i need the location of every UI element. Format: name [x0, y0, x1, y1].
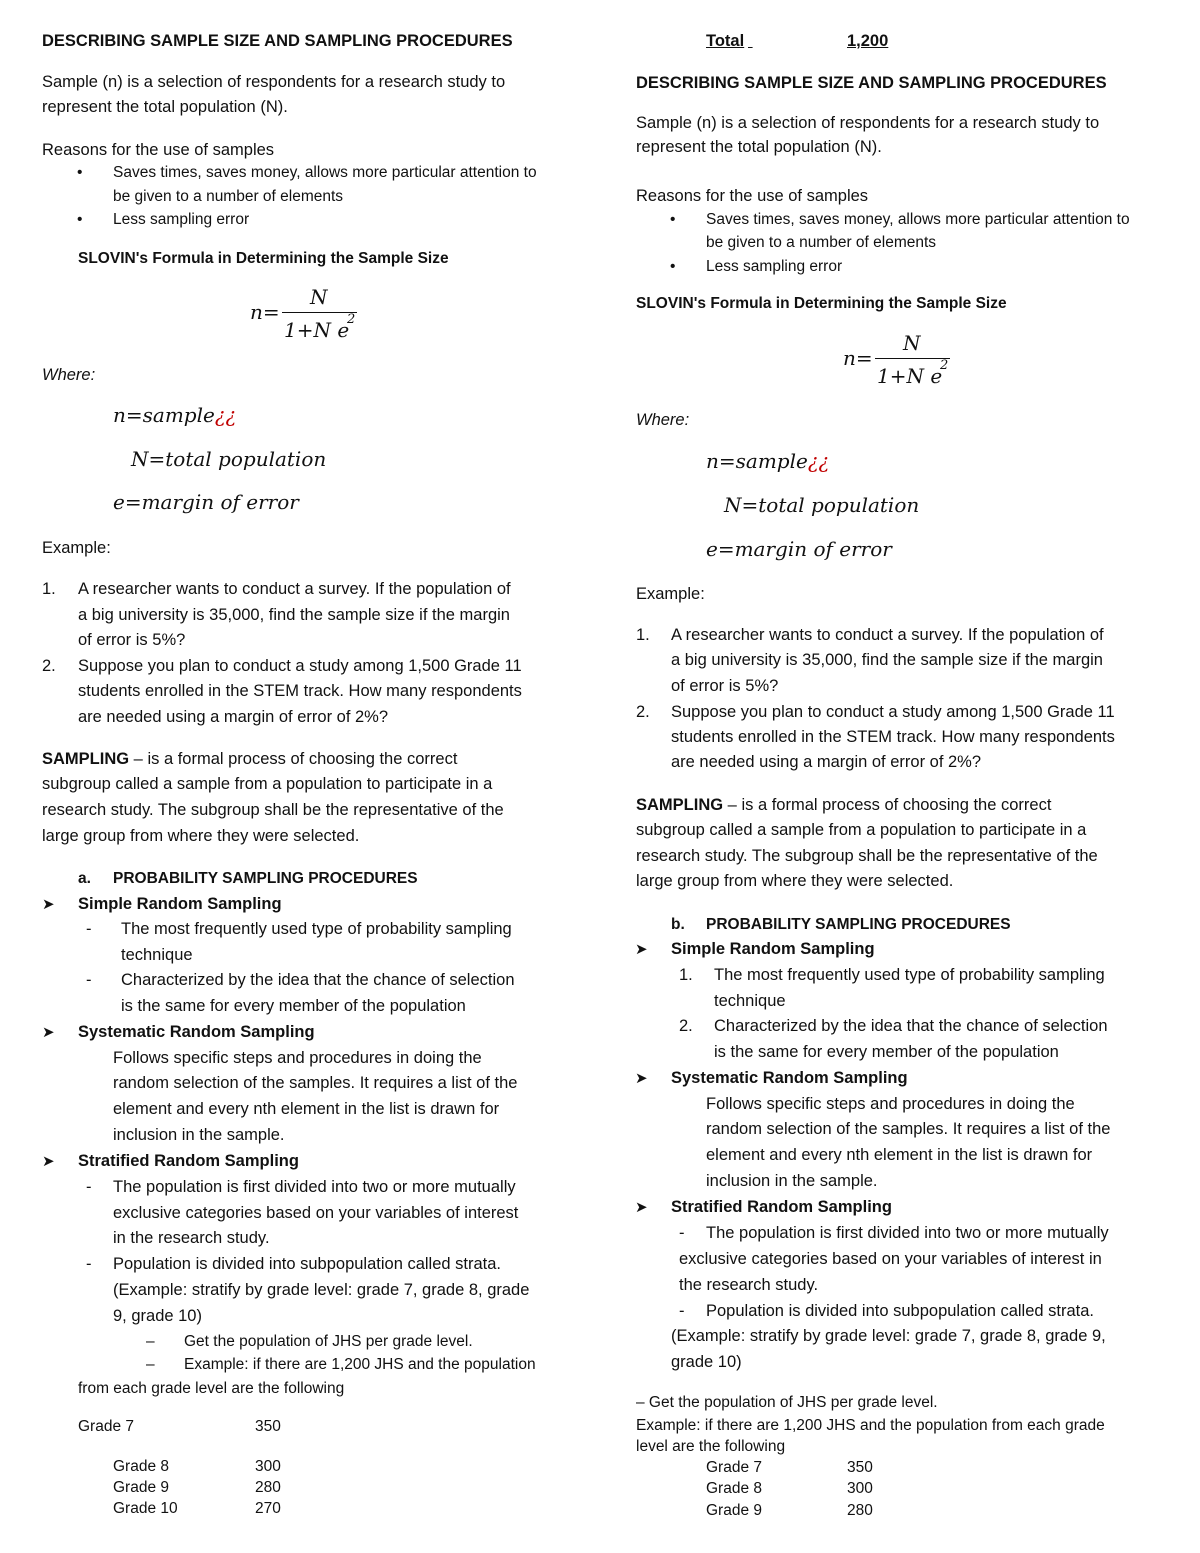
right-str-b1-line-1: The population is first divided into two or more mutually	[706, 1224, 1109, 1242]
right-ex2-line-3: are needed using a margin of error of 2%?	[671, 753, 982, 771]
left-def-n-text: n=sample	[113, 403, 215, 427]
right-where: Where:	[636, 411, 690, 429]
right-example-heading: Example:	[636, 585, 705, 603]
left-ex1-num: 1.	[42, 580, 56, 598]
left-ex1-line-1: A researcher wants to conduct a survey. If the population of	[78, 580, 511, 598]
right-str-b2-marker: -	[679, 1302, 685, 1320]
left-grade-row-1-label: Grade 7	[78, 1418, 135, 1435]
left-intro-line-1: Sample (n) is a selection of respondents for a research study to	[42, 73, 506, 91]
right-str-b2-line-2: (Example: stratify by grade level: grade 7, grade 8, grade 9,	[671, 1327, 1106, 1345]
right-srs-b2-line-1: Characterized by the idea that the chance of selection	[714, 1017, 1108, 1035]
right-srs-b1-line-2: technique	[714, 992, 786, 1010]
right-title: DESCRIBING SAMPLE SIZE AND SAMPLING PROCEDURES	[636, 74, 1107, 92]
left-sampling-term: SAMPLING	[42, 750, 130, 768]
left-sub2-line-1: Example: if there are 1,200 JHS and the population	[184, 1356, 536, 1373]
right-ex2-line-1: Suppose you plan to conduct a study among 1,500 Grade 11	[671, 703, 1115, 721]
left-ex1-line-3: of error is 5%?	[78, 631, 186, 649]
left-grade-row-2-value: 300	[255, 1458, 281, 1475]
left-sampling-def: – is a formal process of choosing the correct	[129, 750, 458, 768]
total-label: Total	[706, 32, 745, 50]
right-formula-lhs: n=	[843, 346, 873, 370]
right-def-n-glyph: ¿¿	[807, 449, 830, 473]
left-str-b1-line-1: The population is first divided into two or more mutually	[113, 1178, 516, 1196]
right-str-title: ➤ Stratified Random Sampling	[671, 1195, 892, 1220]
right-def-e: e=margin of error	[706, 537, 892, 561]
right-sys-line-4: inclusion in the sample.	[706, 1172, 878, 1190]
right-sampling-line-2: subgroup called a sample from a population to participate in a	[636, 821, 1087, 839]
left-sampling-line-2: subgroup called a sample from a population to participate in a	[42, 775, 493, 793]
right-reasons-heading: Reasons for the use of samples	[636, 187, 869, 205]
right-formula-exponent: 2	[940, 358, 949, 373]
left-srs-b2-line-2: is the same for every member of the population	[121, 997, 466, 1015]
left-def-n-glyph: ¿¿	[214, 403, 237, 427]
left-formula-exponent: 2	[347, 312, 356, 327]
left-grade-row-4-value: 270	[255, 1500, 281, 1517]
right-sampling-line-4: large group from where they were selected.	[636, 872, 954, 890]
right-srs-b1-marker: 1.	[679, 966, 693, 984]
left-srs-b2-line-1: Characterized by the idea that the chance of selection	[121, 971, 515, 989]
left-intro-line-2: represent the total population (N).	[42, 98, 288, 116]
left-sampling-line-3: research study. The subgroup shall be the representative of the	[42, 801, 504, 819]
right-sys-line-3: element and every nth element in the list is drawn for	[706, 1146, 1093, 1164]
left-grade-row-1-value: 350	[255, 1418, 281, 1435]
left-ex2-line-1: Suppose you plan to conduct a study among 1,500 Grade 11	[78, 657, 522, 675]
right-str-b1-line-2: exclusive categories based on your variables of interest in	[679, 1250, 1102, 1268]
right-def-n	[706, 449, 829, 474]
right-sampling-term: SAMPLING	[636, 796, 724, 814]
left-reason-1-line-2: be given to a number of elements	[113, 188, 344, 205]
right-sub2-line-1: Example: if there are 1,200 JHS and the population from each grade	[636, 1417, 1105, 1434]
right-intro-line-1: Sample (n) is a selection of respondents for a research study to	[636, 114, 1100, 132]
left-def-N: N=total population	[131, 447, 327, 471]
left-ex2-line-3: are needed using a margin of error of 2%?	[78, 708, 389, 726]
left-sub2-marker: –	[146, 1356, 155, 1373]
right-str-b1-line-3: the research study.	[679, 1276, 819, 1294]
left-reason-1-line-1: • Saves times, saves money, allows more particular attention to	[113, 160, 537, 185]
left-sys-line-2: random selection of the samples. It requires a list of the	[113, 1074, 518, 1092]
left-str-b2-line-2: (Example: stratify by grade level: grade 7, grade 8, grade	[113, 1281, 530, 1299]
right-str-b2-line-3: grade 10)	[671, 1353, 742, 1371]
right-srs-title: ➤ Simple Random Sampling	[671, 937, 875, 962]
left-sys-line-3: element and every nth element in the list is drawn for	[113, 1100, 500, 1118]
right-ex1-num: 1.	[636, 626, 650, 644]
left-srs-title: ➤ Simple Random Sampling	[78, 892, 282, 917]
left-where: Where:	[42, 366, 96, 384]
right-reason-1-line-1: • Saves times, saves money, allows more particular attention to	[706, 207, 1130, 232]
right-def-N: N=total population	[724, 493, 920, 517]
right-grade-row-1-value: 350	[847, 1459, 873, 1476]
left-grade-row-3-label: Grade 9	[113, 1479, 170, 1496]
left-ex2-num: 2.	[42, 657, 56, 675]
left-formula-numerator: N	[310, 285, 328, 309]
left-def-e: e=margin of error	[113, 490, 299, 514]
left-str-title: ➤ Stratified Random Sampling	[78, 1149, 299, 1174]
right-srs-b2-line-2: is the same for every member of the population	[714, 1043, 1059, 1061]
right-ex2-line-2: students enrolled in the STEM track. How many respondents	[671, 728, 1115, 746]
right-ex1-line-1: A researcher wants to conduct a survey. If the population of	[671, 626, 1104, 644]
left-srs-b1-marker: -	[86, 920, 92, 938]
right-prob-label: b.	[671, 916, 685, 933]
right-ex2-num: 2.	[636, 703, 650, 721]
right-srs-b1-line-1: The most frequently used type of probability sampling	[714, 966, 1105, 984]
left-str-b2-line-3: 9, grade 10)	[113, 1307, 202, 1325]
right-sys-line-2: random selection of the samples. It requires a list of the	[706, 1120, 1111, 1138]
right-sub1: – Get the population of JHS per grade level.	[636, 1394, 938, 1411]
left-reason-2: • Less sampling error	[113, 207, 249, 232]
left-sampling-line-4: large group from where they were selected.	[42, 827, 360, 845]
left-str-b2-line-1: Population is divided into subpopulation called strata.	[113, 1255, 502, 1273]
right-grade-row-2-value: 300	[847, 1480, 873, 1497]
right-str-b2-line-1: Population is divided into subpopulation called strata.	[706, 1302, 1095, 1320]
left-sampling-line-1	[42, 747, 457, 772]
right-sys-line-1: Follows specific steps and procedures in doing the	[706, 1095, 1075, 1113]
left-sub2-line-2: from each grade level are the following	[78, 1380, 345, 1397]
right-intro-line-2: represent the total population (N).	[636, 138, 882, 156]
left-grade-row-4-label: Grade 10	[113, 1500, 178, 1517]
right-sampling-line-1	[636, 793, 1051, 818]
left-slovin-title: SLOVIN's Formula in Determining the Sample Size	[78, 250, 449, 267]
left-example-heading: Example:	[42, 539, 111, 557]
left-def-n	[113, 403, 236, 428]
right-grade-row-3-label: Grade 9	[706, 1502, 763, 1519]
left-formula-lhs: n=	[250, 300, 280, 324]
right-formula-numerator: N	[903, 331, 921, 355]
left-prob-label: a.	[78, 870, 91, 887]
left-formula-bar	[282, 312, 357, 313]
total-underline-gap	[748, 29, 848, 54]
left-ex1-line-2: a big university is 35,000, find the sample size if the margin	[78, 606, 510, 624]
left-title: DESCRIBING SAMPLE SIZE AND SAMPLING PROCEDURES	[42, 32, 513, 50]
right-def-n-text: n=sample	[706, 449, 808, 473]
right-grade-row-1-label: Grade 7	[706, 1459, 763, 1476]
right-srs-b2-marker: 2.	[679, 1017, 693, 1035]
right-slovin-title: SLOVIN's Formula in Determining the Sample Size	[636, 295, 1007, 312]
right-ex1-line-3: of error is 5%?	[671, 677, 779, 695]
left-srs-b1-line-1: The most frequently used type of probability sampling	[121, 920, 512, 938]
left-str-b1-marker: -	[86, 1178, 92, 1196]
left-sys-title: ➤ Systematic Random Sampling	[78, 1020, 315, 1045]
right-prob-title: PROBABILITY SAMPLING PROCEDURES	[706, 916, 1011, 933]
left-sub1-marker: –	[146, 1333, 155, 1350]
right-str-b1-marker: -	[679, 1224, 685, 1242]
right-reason-2: • Less sampling error	[706, 254, 842, 279]
right-grade-row-3-value: 280	[847, 1502, 873, 1519]
left-srs-b2-marker: -	[86, 971, 92, 989]
left-ex2-line-2: students enrolled in the STEM track. How many respondents	[78, 682, 522, 700]
right-grade-row-2-label: Grade 8	[706, 1480, 763, 1497]
left-sys-line-4: inclusion in the sample.	[113, 1126, 285, 1144]
left-sub1: Get the population of JHS per grade level.	[184, 1333, 473, 1350]
left-str-b1-line-2: exclusive categories based on your variables of interest	[113, 1204, 519, 1222]
left-srs-b1-line-2: technique	[121, 946, 193, 964]
left-formula-denominator: 1+N e	[284, 318, 350, 342]
left-str-b1-line-3: in the research study.	[113, 1229, 270, 1247]
right-reason-1-line-2: be given to a number of elements	[706, 234, 937, 251]
left-str-b2-marker: -	[86, 1255, 92, 1273]
left-sys-line-1: Follows specific steps and procedures in doing the	[113, 1049, 482, 1067]
right-formula-bar	[875, 358, 950, 359]
left-grade-row-2-label: Grade 8	[113, 1458, 170, 1475]
total-value: 1,200	[847, 32, 889, 50]
right-sampling-def: – is a formal process of choosing the correct	[723, 796, 1052, 814]
left-reasons-heading: Reasons for the use of samples	[42, 141, 275, 159]
left-prob-title: PROBABILITY SAMPLING PROCEDURES	[113, 870, 418, 887]
right-formula-denominator: 1+N e	[877, 364, 943, 388]
left-grade-row-3-value: 280	[255, 1479, 281, 1496]
right-sampling-line-3: research study. The subgroup shall be the representative of the	[636, 847, 1098, 865]
right-sys-title: ➤ Systematic Random Sampling	[671, 1066, 908, 1091]
right-ex1-line-2: a big university is 35,000, find the sample size if the margin	[671, 651, 1103, 669]
right-sub2-line-2: level are the following	[636, 1438, 786, 1455]
